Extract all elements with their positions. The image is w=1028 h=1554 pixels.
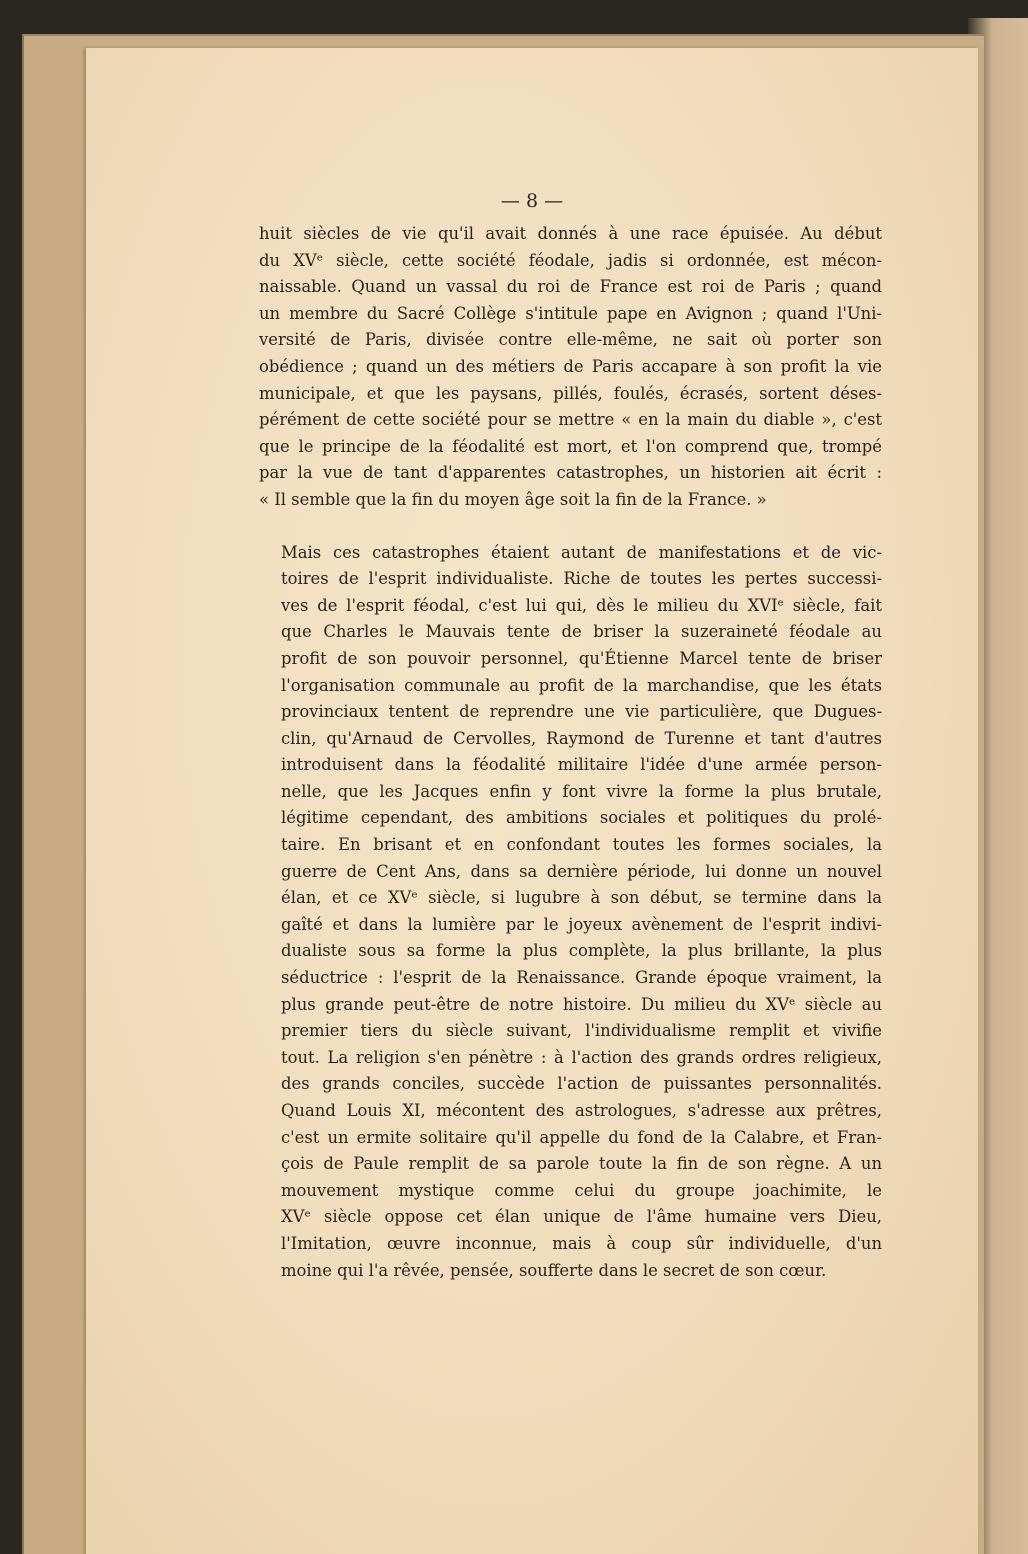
text-line: plus grande peut-être de notre histoire. Du milieu du XVᵉ siècle au [281, 994, 882, 1014]
text-line: taire. En brisant et en confondant toutes les formes sociales, la [281, 835, 882, 855]
text-line: profit de son pouvoir personnel, qu'Étienne Marcel tente de briser [281, 648, 882, 668]
text-line: provinciaux tentent de reprendre une vie particulière, que Dugues- [281, 702, 882, 722]
text-line: versité de Paris, divisée contre elle-même, ne sait où porter son [259, 330, 882, 350]
text-line: huit siècles de vie qu'il avait donnés à une race épuisée. Au début [259, 224, 882, 243]
text-line: l'organisation communale au profit de la marchandise, que les états [281, 675, 882, 695]
text-line: du XVᵉ siècle, cette société féodale, jadis si ordonnée, est mécon- [259, 250, 882, 270]
text-line: nelle, que les Jacques enfin y font vivre la forme la plus brutale, [281, 781, 882, 801]
text-line: dualiste sous sa forme la plus complète, la plus brillante, la plus [281, 941, 882, 961]
text-line: des grands conciles, succède l'action de puissantes personnalités. [281, 1074, 882, 1094]
text-line: çois de Paule remplit de sa parole toute la fin de son règne. A un [281, 1154, 882, 1174]
text-line: ves de l'esprit féodal, c'est lui qui, dès le milieu du XVIᵉ siècle, fait [281, 595, 882, 615]
text-line: municipale, et que les paysans, pillés, foulés, écrasés, sortent déses- [259, 383, 882, 403]
text-line: guerre de Cent Ans, dans sa dernière période, lui donne un nouvel [281, 861, 882, 881]
text-line: Quand Louis XI, mécontent des astrologues, s'adresse aux prêtres, [281, 1101, 882, 1120]
text-line: l'Imitation, œuvre inconnue, mais à coup sûr individuelle, d'un [281, 1233, 882, 1253]
text-line: pérément de cette société pour se mettre « en la main du diable », c'est [259, 410, 882, 430]
page-number: — 8 — [500, 190, 564, 212]
text-line: que Charles le Mauvais tente de briser la suzeraineté féodale au [281, 622, 882, 642]
text-line: séductrice : l'esprit de la Renaissance. Grande époque vraiment, la [281, 968, 882, 988]
text-line: que le principe de la féodalité est mort, et l'on comprend que, trompé [259, 436, 882, 456]
text-line: tout. La religion s'en pénètre : à l'action des grands ordres religieux, [281, 1047, 882, 1067]
text-line: Mais ces catastrophes étaient autant de manifestations et de vic- [281, 542, 882, 562]
text-line: élan, et ce XVᵉ siècle, si lugubre à son début, se termine dans la [281, 888, 882, 908]
text-line: clin, qu'Arnaud de Cervolles, Raymond de Turenne et tant d'autres [281, 728, 882, 748]
text-line: naissable. Quand un vassal du roi de France est roi de Paris ; quand [259, 277, 882, 297]
text-line: introduisent dans la féodalité militaire l'idée d'une armée person- [281, 755, 882, 775]
text-line: « Il semble que la fin du moyen âge soit la fin de la France. » [259, 489, 767, 509]
text-line: toires de l'esprit individualiste. Riche de toutes les pertes successi- [281, 569, 882, 589]
text-line: moine qui l'a rêvée, pensée, soufferte dans le secret de son cœur. [281, 1260, 827, 1280]
text-line: légitime cependant, des ambitions sociales et politiques du prolé- [281, 808, 882, 828]
text-line: c'est un ermite solitaire qu'il appelle du fond de la Calabre, et Fran- [281, 1127, 882, 1147]
paragraph-2 [259, 540, 882, 1285]
text-line: XVᵉ siècle oppose cet élan unique de l'âme humaine vers Dieu, [281, 1207, 882, 1227]
text-line: mouvement mystique comme celui du groupe joachimite, le [281, 1180, 882, 1200]
paragraph-1 [259, 221, 882, 514]
body-text [259, 221, 882, 1284]
text-line: obédience ; quand un des métiers de Paris accapare à son profit la vie [259, 356, 882, 376]
text-line: un membre du Sacré Collège s'intitule pape en Avignon ; quand l'Uni- [259, 303, 882, 323]
text-line: gaîté et dans la lumière par le joyeux avènement de l'esprit indivi- [281, 914, 882, 934]
text-line: par la vue de tant d'apparentes catastrophes, un historien ait écrit : [259, 463, 882, 483]
text-line: premier tiers du siècle suivant, l'individualisme remplit et vivifie [281, 1021, 882, 1041]
